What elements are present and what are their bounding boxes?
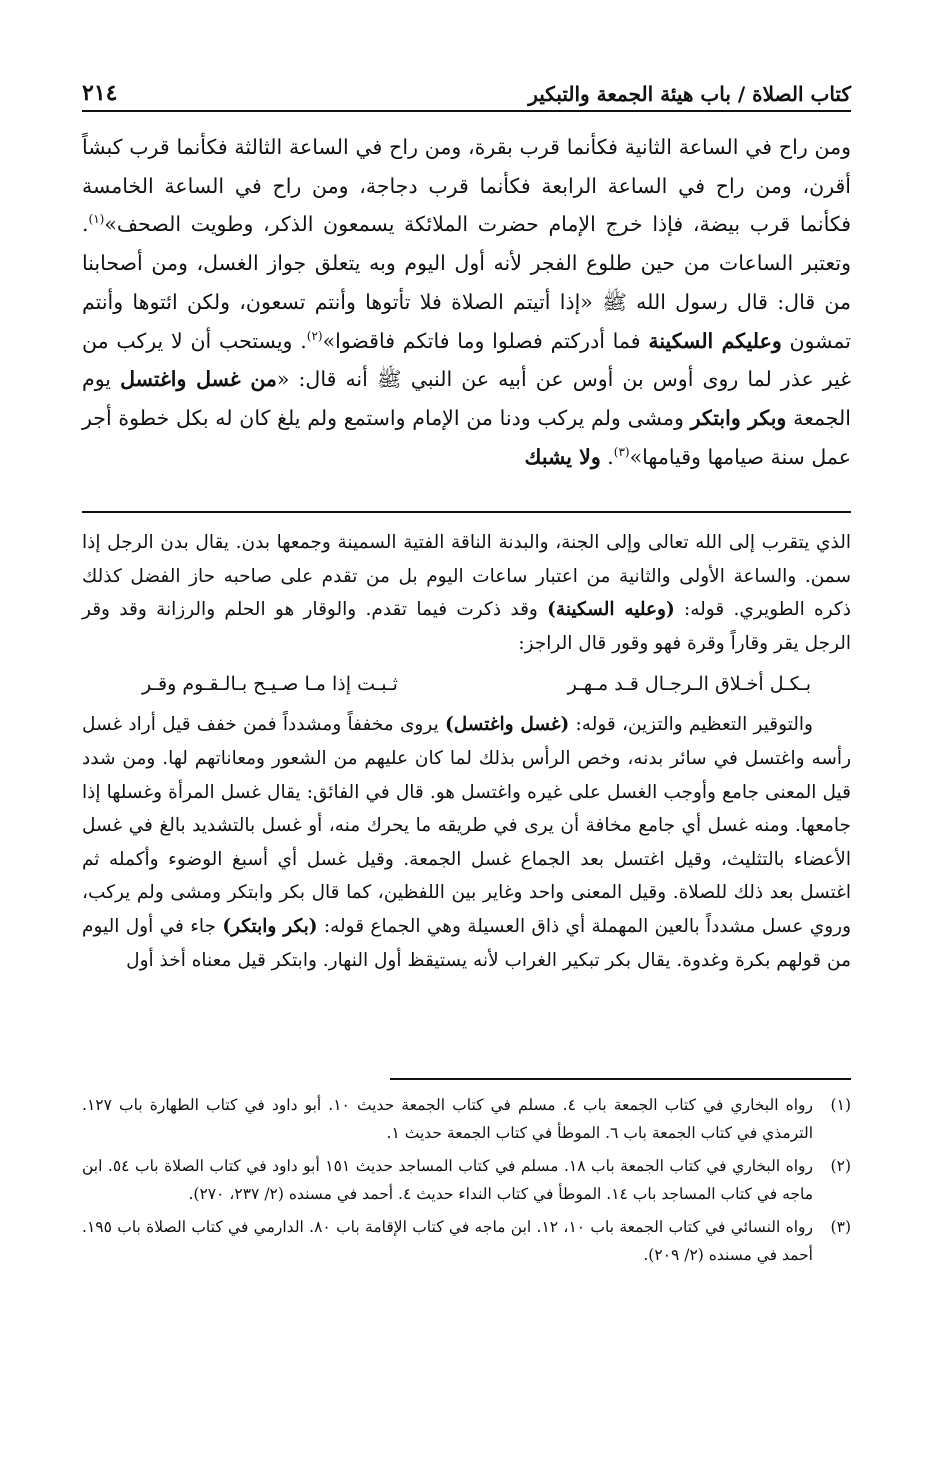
bold-phrase: (وعليه السكينة) [547,599,675,621]
bold-phrase: (غسل واغتسل) [444,714,570,736]
bold-phrase: من غسل واغتسل [120,367,277,392]
footnotes [82,1092,851,1275]
footnote-number: (٣) [830,1218,851,1236]
footnote [82,1214,851,1269]
running-header [82,70,851,112]
verse-second-half: ثـبـت إذا مـا صـيـح بـالـقـوم وقـر [142,673,398,696]
bold-phrase: وعليكم السكينة [648,328,782,353]
poetry-verse [82,660,851,708]
bold-phrase: وبكر وابتكر [690,405,787,430]
footnote-number: (١) [830,1096,851,1114]
verse-first-half: بـكـل أخـلاق الـرجـال قـد مـهـر [567,673,811,696]
footnote-text: رواه النسائي في كتاب الجمعة باب ١٠، ١٢. ابن ماجه في كتاب الإقامة باب ٨٠. الدارمي في كتاب الصلاة باب ١٩٥. أحمد في مسنده (٢/ ٢٠٩). [82,1218,813,1264]
commentary-paragraph: والتوقير التعظيم والتزين، قوله: (غسل واغتسل) يروى مخففاً ومشدداً فمن خفف قيل أراد غسل رأسه واغتسل في سائر بدنه، وخص الرأس بذلك لما كان عليهم من الشعور ومعاناتهم لها. ومن شدد قيل المعنى جامع وأوجب الغسل على غيره واغتسل هو. قال في الفائق: يقال غسل المرأة وغسلها إذا جامعها. ومنه غسل أي جامع مخافة أن يرى في طريقه ما يحرك منه، أو غسل بالتشديد بالغ في غسل الأعضاء بالتثليث، وقيل اغتسل بعد الجماع غسل الجمعة. وقيل غسل أي أسبغ الوضوء وأكمله ثم اغتسل بعد ذلك للصلاة. وقيل المعنى واحد وغاير بين اللفظين، كما قال بكر وابتكر ومشى ولم يركب، وروي عسل مشدداً بالعين المهملة أي ذاق العسيلة وهي الجماع قوله: (بكر وابتكر) جاء في أول اليوم من قولهم بكرة وغدوة. يقال بكر تبكير الغراب لأنه يستيقظ أول النهار. وابتكر قيل معناه أخذ أول [82,714,851,971]
main-text [82,128,851,476]
header-title: كتاب الصلاة / باب هيئة الجمعة والتبكير [528,82,851,106]
footnote [82,1153,851,1208]
footnote [82,1092,851,1147]
page-number: ٢١٤ [82,80,118,106]
footnote-text: رواه البخاري في كتاب الجمعة باب ٤. مسلم في كتاب الجمعة حديث ١٠. أبو داود في كتاب الطهارة باب ١٢٧. الترمذي في كتاب الجمعة باب ٦. الموطأ في كتاب الجمعة حديث ١. [82,1096,813,1142]
main-paragraph: ومن راح في الساعة الثانية فكأنما قرب بقرة، ومن راح في الساعة الثالثة فكأنما قرب كبشاً أقرن، ومن راح في الساعة الرابعة فكأنما قرب دجاجة، ومن راح في الساعة الخامسة فكأنما قرب بيضة، فإذا خرج الإمام حضرت الملائكة يسمعون الذكر، وطويت الصحف»$^{(١)}$. وتعتبر الساعات من حين طلوع الفجر لأنه أول اليوم وبه يتعلق جواز الغسل، ومن أصحابنا من قال: قال رسول الله ﷺ «إذا أتيتم الصلاة فلا تأتوها وأنتم تسعون، ولكن ائتوها وأنتم تمشون وعليكم السكينة فما أدركتم فصلوا وما فاتكم فاقضوا»$^{(٢)}$. ويستحب أن لا يركب من غير عذر لما روى أوس بن أوس عن أبيه عن النبي ﷺ أنه قال: «من غسل واغتسل يوم الجمعة وبكر وابتكر ومشى ولم يركب ودنا من الإمام واستمع ولم يلغ كان له بكل خطوة أجر عمل سنة صيامها وقيامها»$^{(٣)}$. ولا يشبك [82,135,851,469]
commentary-text [82,526,851,977]
footnote-divider [390,1078,851,1080]
footnote-ref-3: (٣) [613,444,630,459]
commentary-paragraph: الذي يتقرب إلى الله تعالى وإلى الجنة، والبدنة الناقة الفتية السمينة وجمعها بدن. يقال بدن الرجل إذا سمن. والساعة الأولى والثانية من اعتبار ساعات اليوم بل من تقدم على صاحبه حاز الفضل كذلك ذكره الطويري. قوله: (وعليه السكينة) وقد ذكرت فيما تقدم. والوقار هو الحلم والرزانة وقد وقر الرجل يقر وقاراً وقرة فهو وقور قال الراجز: [82,532,851,654]
footnote-ref-2: (٢) [306,328,323,343]
bold-phrase: ولا يشبك [524,444,601,469]
footnote-ref-1: (١) [88,212,105,227]
section-divider [82,511,851,513]
footnote-text: رواه البخاري في كتاب الجمعة باب ١٨. مسلم في كتاب المساجد حديث ١٥١ أبو داود في كتاب الصلاة باب ٥٤. ابن ماجه في كتاب المساجد باب ١٤. الموطأ في كتاب النداء حديث ٤. أحمد في مسنده (٢/ ٢٣٧، ٢٧٠). [82,1157,814,1203]
footnote-number: (٢) [830,1157,851,1175]
bold-phrase: (بكر وابتكر) [222,915,318,937]
